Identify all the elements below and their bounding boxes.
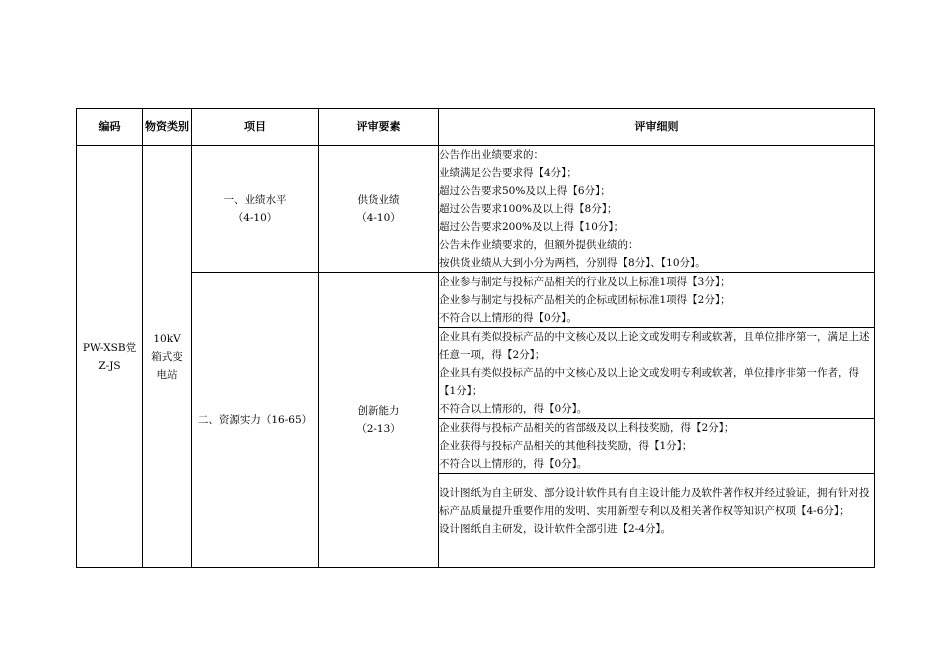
item-range: （4-10） [232, 212, 278, 224]
detail-line: 企业参与制定与投标产品相关的企标或团标标准1项得【2分】； [439, 294, 731, 306]
header-item: 项目 [192, 109, 319, 146]
detail-cell [439, 328, 875, 419]
material-category: 10kV箱式变电站 [143, 146, 192, 568]
scoring-table [76, 108, 875, 568]
detail-line: 公告未作业绩要求的，但额外提供业绩的： [439, 239, 639, 251]
detail-line: 企业获得与投标产品相关的省部级及以上科技奖励，得【2分】； [439, 422, 735, 434]
detail-line: 业绩满足公告要求得【4分】； [439, 167, 577, 179]
detail-cell [439, 474, 875, 568]
detail-cell [439, 419, 875, 474]
detail-line: 不符合以上情形的，得【0分】。 [439, 403, 588, 415]
detail-line: 按供货业绩从大到小分为两档，分别得【8分】、【10分】。 [439, 257, 706, 269]
element-cell [319, 146, 439, 273]
item-cell [192, 146, 319, 273]
detail-line: 企业具有类似投标产品的中文核心及以上论文或发明专利或软著，且单位排序第一，满足上述任意一项，得【2分】； [439, 331, 870, 361]
header-detail: 评审细则 [439, 109, 875, 146]
table-row [77, 273, 875, 328]
element-range: （4-10） [356, 212, 401, 224]
header-element: 评审要素 [319, 109, 439, 146]
material-code: PW-XSB党Z-JS [77, 146, 143, 568]
detail-line: 企业具有类似投标产品的中文核心及以上论文或发明专利或软著，单位排序非第一作者，得【1分】； [439, 367, 859, 397]
header-code: 编码 [77, 109, 143, 146]
header-category: 物资类别 [143, 109, 192, 146]
detail-line: 公告作出业绩要求的： [439, 149, 544, 161]
item-cell [192, 273, 319, 568]
detail-line: 设计图纸自主研发，设计软件全部引进【2-4分】。 [439, 523, 672, 535]
detail-cell [439, 273, 875, 328]
detail-line: 超过公告要求100%及以上得【8分】； [439, 203, 618, 215]
table-row [77, 146, 875, 273]
detail-line: 不符合以上情形的得【0分】。 [439, 312, 577, 324]
detail-line: 企业参与制定与投标产品相关的行业及以上标准1项得【3分】； [439, 276, 731, 288]
detail-line: 超过公告要求200%及以上得【10分】； [439, 221, 625, 233]
element-name: 创新能力 [357, 405, 400, 417]
detail-line: 设计图纸为自主研发、部分设计软件具有自主设计能力及软件著作权并经过验证，拥有针对投标产品质量提升重要作用的发明、实用新型专利以及相关著作权等知识产权项【4-6分】； [439, 487, 870, 517]
header-row [77, 109, 875, 146]
element-range: （2-13） [356, 423, 401, 435]
detail-line: 企业获得与投标产品相关的其他科技奖励，得【1分】； [439, 440, 693, 452]
element-cell [319, 273, 439, 568]
item-name: 二、资源实力（16-65） [197, 414, 313, 426]
item-name: 一、业绩水平 [223, 194, 287, 206]
detail-line: 超过公告要求50%及以上得【6分】； [439, 185, 611, 197]
detail-cell [439, 146, 875, 273]
element-name: 供货业绩 [357, 194, 400, 206]
detail-line: 不符合以上情形的，得【0分】。 [439, 458, 588, 470]
